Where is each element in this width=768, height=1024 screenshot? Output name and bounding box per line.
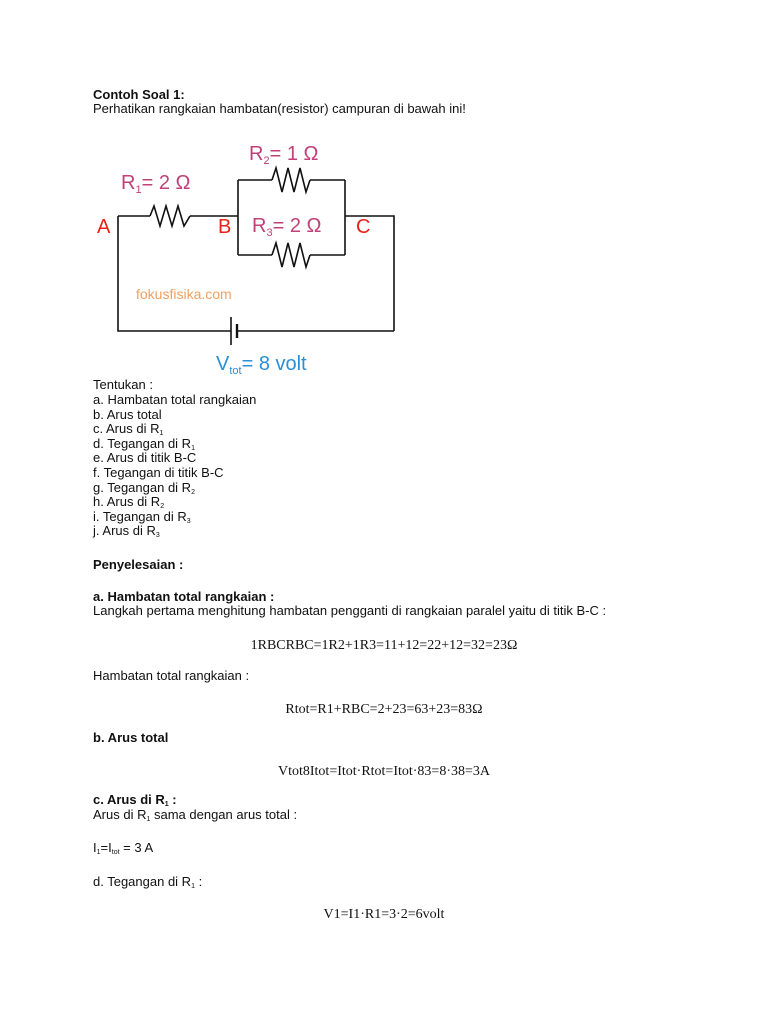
- solution-title: Penyelesaian :: [93, 557, 184, 572]
- section-c-title: c. Arus di $R_1$ :: [93, 792, 177, 808]
- watermark: fokusfisika.com: [136, 286, 232, 302]
- vtot-label: $V_{tot}= 8$ volt: [216, 353, 307, 377]
- question-item: g. Tegangan di $R_2$: [93, 479, 195, 496]
- question-item: a. Hambatan total rangkaian: [93, 392, 257, 407]
- equation-itot: Vtot8Itot=Itot·Rtot=Itot·83=8·38=3A: [277, 764, 490, 779]
- equation-rtot: Rtot=R1+RBC=2+23=63+23=83Ω: [285, 702, 483, 717]
- resistor-r3-symbol: [272, 243, 310, 267]
- section-c-desc: Arus di $R_1$ sama dengan arus total :: [93, 807, 298, 823]
- circuit-diagram: [0, 120, 768, 380]
- question-item: f. Tegangan di titik B-C: [93, 465, 224, 480]
- question-item: h. Arus di $R_2$: [93, 494, 165, 511]
- question-item: d. Tegangan di $R_1$: [93, 435, 195, 452]
- question-item: j. Arus di $R_3$: [93, 523, 160, 540]
- r1-label: $R_1= 2$ Ω: [121, 172, 191, 196]
- node-c-label: C: [356, 216, 371, 238]
- section-b-title: b. Arus total: [93, 730, 169, 745]
- section-a-desc2: Hambatan total rangkaian :: [93, 668, 250, 683]
- question-item: c. Arus di $R_1$: [93, 421, 164, 438]
- equation-v1: V1=I1·R1=3·2=6volt: [323, 907, 445, 922]
- equation-i1: $I_1=I_{tot} = 3$ A: [93, 840, 154, 856]
- question-item: b. Arus total: [93, 406, 162, 422]
- section-a-desc: Langkah pertama menghitung hambatan pengganti di rangkaian paralel yaitu di titik B-C :: [93, 603, 607, 618]
- section-a-title: a. Hambatan total rangkaian :: [93, 589, 275, 604]
- node-b-label: B: [218, 216, 232, 238]
- section-d-title: d. Tegangan di $R_1$ :: [93, 874, 203, 890]
- page-heading: Contoh Soal 1:: [93, 87, 185, 102]
- question-item: i. Tegangan di $R_3$: [93, 508, 191, 525]
- question-item: e. Arus di titik B-C: [93, 450, 197, 466]
- resistor-r2-symbol: [272, 168, 310, 192]
- r2-label: $R_2= 1$ Ω: [249, 143, 319, 167]
- equation-rbc: 1RBCRBC=1R2+1R3=11+12=22+12=32=23Ω: [250, 638, 518, 653]
- r3-label: $R_3= 2$ Ω: [252, 215, 322, 239]
- node-a-label: A: [97, 216, 111, 238]
- questions-title: Tentukan :: [93, 377, 153, 392]
- resistor-r1-symbol: [150, 206, 190, 226]
- wire-bottom-left: [118, 216, 231, 331]
- intro-text: Perhatikan rangkaian hambatan(resistor) campuran di bawah ini!: [93, 101, 466, 116]
